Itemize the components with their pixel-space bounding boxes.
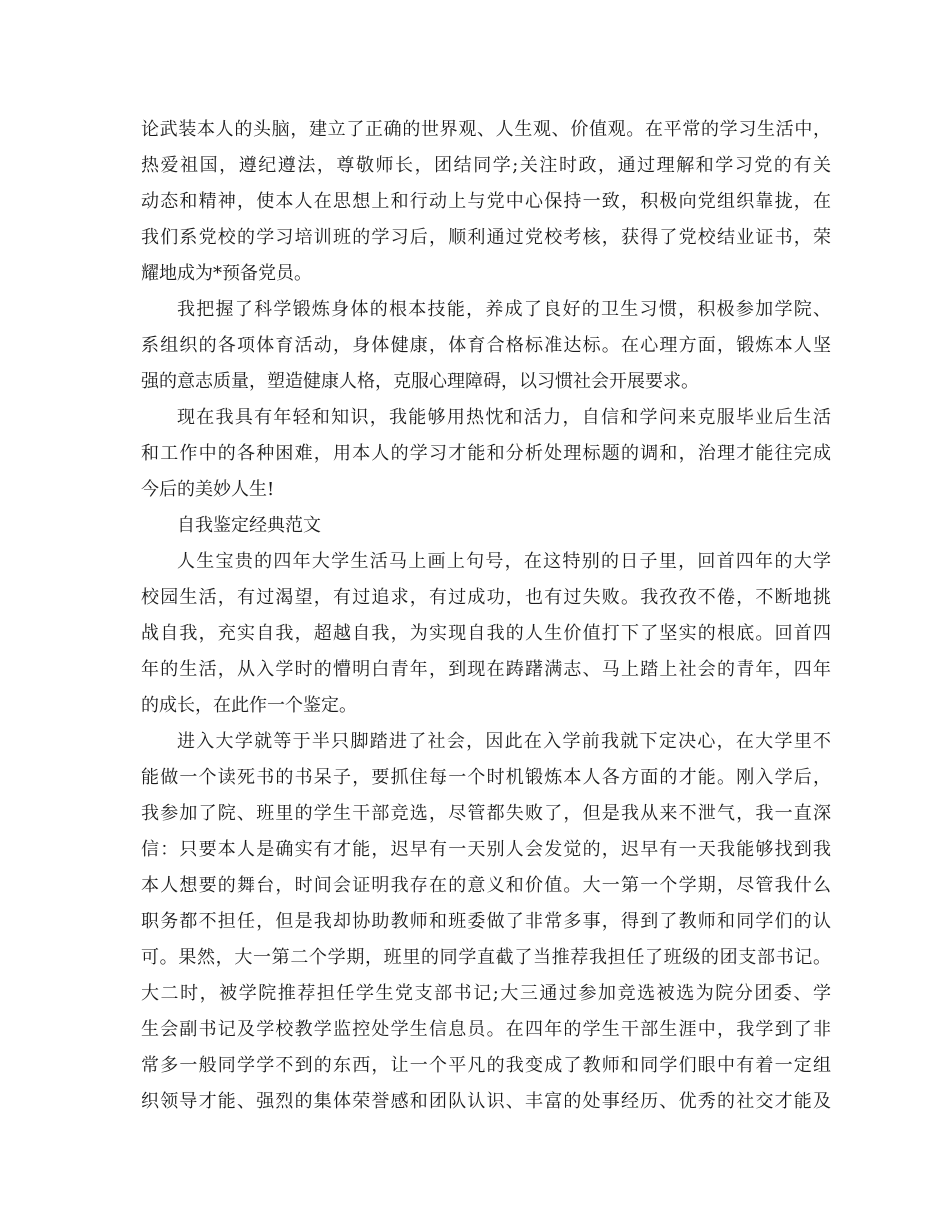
text-line: 论武装本人的头脑，建立了正确的世界观、人生观、价值观。在平常的学习生活中，	[141, 119, 831, 140]
text-line: 信：只要本人是确实有才能，迟早有一天别人会发觉的，迟早有一天我能够找到我	[141, 839, 831, 860]
document-page	[141, 112, 831, 1120]
text-line: 我们系党校的学习培训班的学习后，顺利通过党校考核，获得了党校结业证书，荣	[141, 227, 831, 248]
text-line: 热爱祖国，遵纪遵法，尊敬师长，团结同学;关注时政，通过理解和学习党的有关	[141, 155, 831, 176]
text-line: 和工作中的各种困难，用本人的学习才能和分析处理标题的调和，治理才能往完成	[141, 443, 831, 464]
text-line: 本人想要的舞台，时间会证明我存在的意义和价值。大一第一个学期，尽管我什么	[141, 875, 831, 896]
text-line: 今后的美妙人生!	[141, 479, 275, 500]
paragraph-first-line: 现在我具有年轻和知识，我能够用热忱和活力，自信和学问来克服毕业后生活	[177, 407, 831, 428]
text-line: 系组织的各项体育活动，身体健康，体育合格标准达标。在心理方面，锻炼本人坚	[141, 335, 831, 356]
text-line: 可。果然，大一第二个学期，班里的同学直截了当推荐我担任了班级的团支部书记。	[141, 947, 831, 968]
text-line: 职务都不担任，但是我却协助教师和班委做了非常多事，得到了教师和同学们的认	[141, 911, 831, 932]
text-line: 年的生活，从入学时的懵明白青年，到现在踌躇满志、马上踏上社会的青年，四年	[141, 659, 831, 680]
text-line: 耀地成为*预备党员。	[141, 263, 312, 284]
section-heading: 自我鉴定经典范文	[177, 515, 321, 536]
text-line: 生会副书记及学校教学监控处学生信息员。在四年的学生干部生涯中，我学到了非	[141, 1019, 831, 1040]
text-line: 能做一个读死书的书呆子，要抓住每一个时机锻炼本人各方面的才能。刚入学后，	[141, 767, 831, 788]
text-line: 的成长，在此作一个鉴定。	[141, 695, 357, 716]
text-line: 大二时，被学院推荐担任学生党支部书记;大三通过参加竞选被选为院分团委、学	[141, 983, 831, 1004]
text-line: 动态和精神，使本人在思想上和行动上与党中心保持一致，积极向党组织靠拢，在	[141, 191, 831, 212]
text-line: 强的意志质量，塑造健康人格，克服心理障碍，以习惯社会开展要求。	[141, 371, 699, 392]
text-line: 战自我，充实自我，超越自我，为实现自我的人生价值打下了坚实的根底。回首四	[141, 623, 831, 644]
text-line: 我参加了院、班里的学生干部竞选，尽管都失败了，但是我从来不泄气，我一直深	[141, 803, 831, 824]
text-line: 常多一般同学学不到的东西，让一个平凡的我变成了教师和同学们眼中有着一定组	[141, 1055, 831, 1076]
paragraph-first-line: 进入大学就等于半只脚踏进了社会，因此在入学前我就下定决心，在大学里不	[177, 731, 831, 752]
paragraph-first-line: 我把握了科学锻炼身体的根本技能，养成了良好的卫生习惯，积极参加学院、	[177, 299, 831, 320]
text-line: 校园生活，有过渴望，有过追求，有过成功，也有过失败。我孜孜不倦，不断地挑	[141, 587, 831, 608]
paragraph-first-line: 人生宝贵的四年大学生活马上画上句号，在这特别的日子里，回首四年的大学	[177, 551, 831, 572]
text-line: 织领导才能、强烈的集体荣誉感和团队认识、丰富的处事经历、优秀的社交才能及	[141, 1091, 831, 1112]
